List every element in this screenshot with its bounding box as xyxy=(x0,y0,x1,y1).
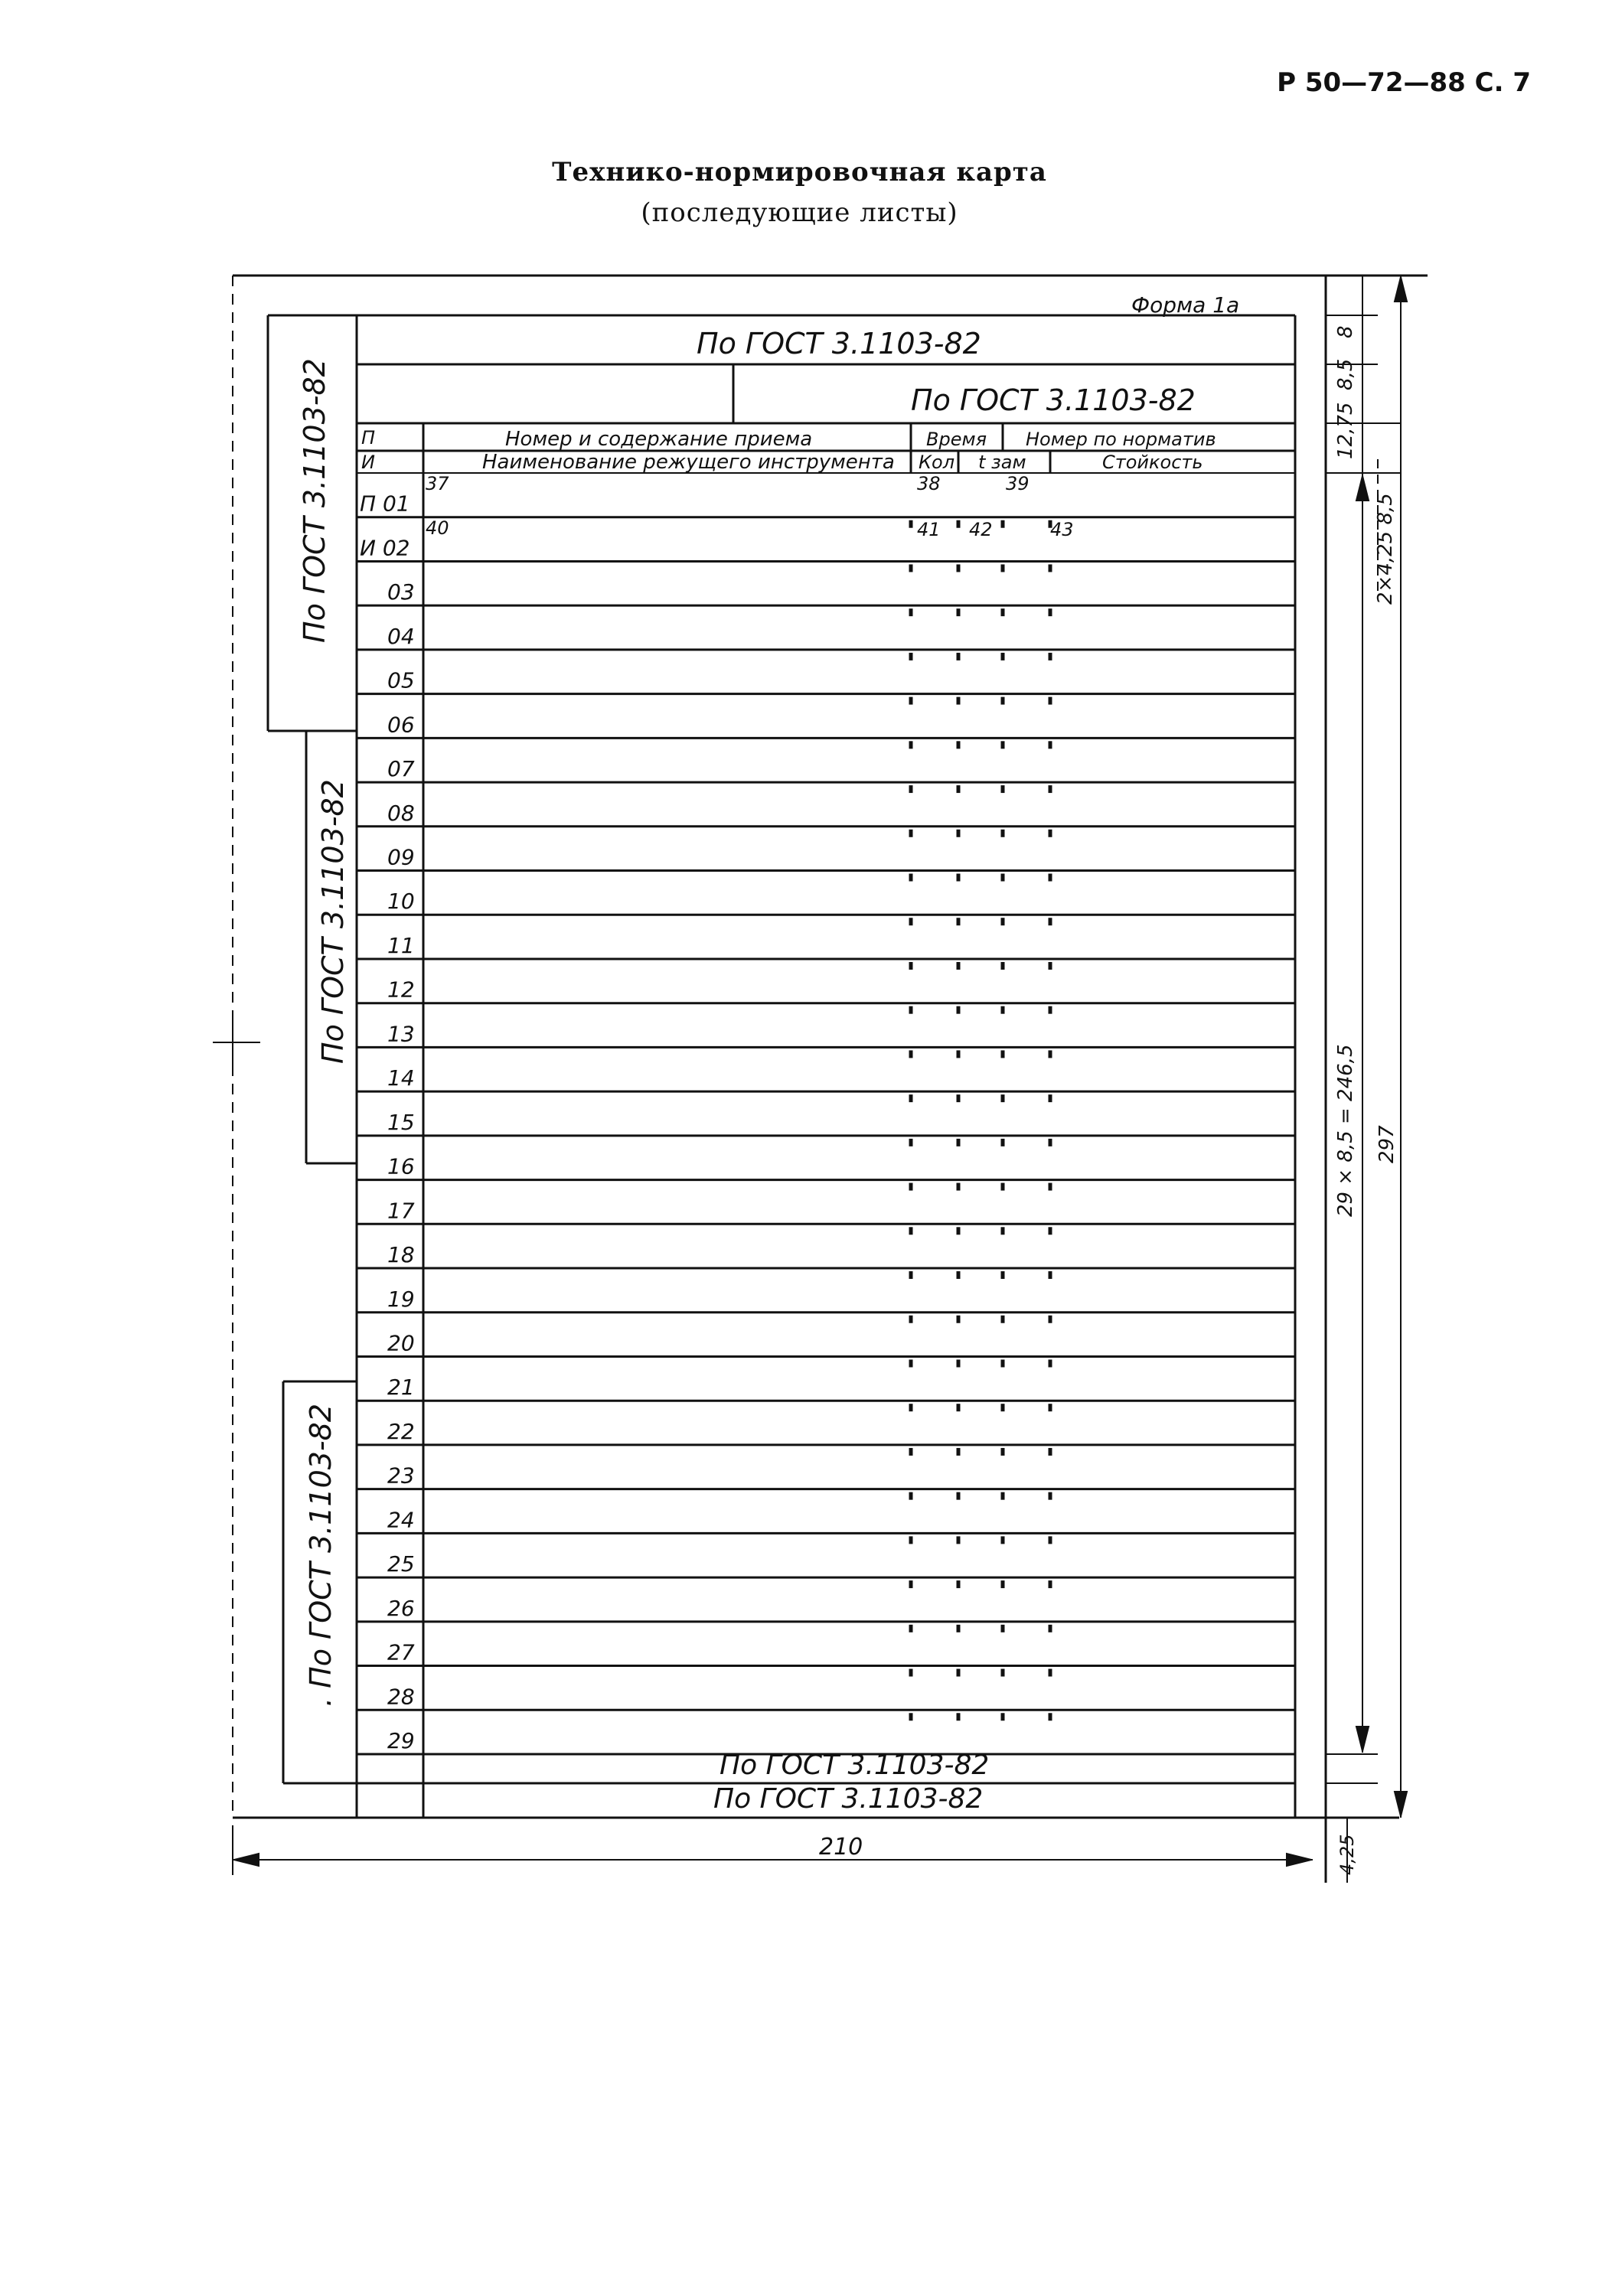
marker-p: П xyxy=(361,427,376,448)
row-label: 17 xyxy=(387,1198,415,1224)
field-number-39: 39 xyxy=(1006,473,1030,494)
header-durability: Стойкость xyxy=(1102,452,1203,473)
gost-ref-bottom-2: По ГОСТ 3.1103-82 xyxy=(713,1783,984,1815)
column-ticks xyxy=(911,520,1050,1721)
dim-total-height: 297 xyxy=(1375,1125,1398,1163)
row-label: 18 xyxy=(387,1242,415,1268)
dim-top-margin: 8 xyxy=(1334,325,1357,338)
gost-ref-second: По ГОСТ 3.1103-82 xyxy=(911,383,1196,417)
header-time: Время xyxy=(926,429,987,450)
row-label: 25 xyxy=(387,1551,415,1577)
body-rows xyxy=(357,517,1295,1754)
document-subtitle: (последующие листы) xyxy=(641,197,958,228)
dim-bottom: 4,25 xyxy=(1336,1834,1358,1875)
row-label: 14 xyxy=(387,1065,415,1091)
header-qty: Кол xyxy=(919,452,955,473)
dim-width: 210 xyxy=(819,1834,863,1861)
row-label: 19 xyxy=(387,1286,415,1312)
row-label: 05 xyxy=(387,667,415,693)
row-label: 23 xyxy=(387,1463,415,1489)
form-label: Форма 1а xyxy=(1131,292,1240,318)
row-label: 26 xyxy=(387,1595,415,1621)
dim-header-rows: 2×4,25 8,5 xyxy=(1374,493,1397,605)
dim-row-b: 12,75 xyxy=(1334,402,1357,459)
row-label: 08 xyxy=(387,800,415,826)
gost-ref-top: По ГОСТ 3.1103-82 xyxy=(697,327,981,360)
header-content-1: Номер и содержание приема xyxy=(505,428,813,451)
field-number-42: 42 xyxy=(969,519,993,540)
side-stamp-bottom: . По ГОСТ 3.1103-82 xyxy=(304,1404,338,1707)
row-label: 07 xyxy=(387,756,415,782)
field-number-37: 37 xyxy=(426,473,449,494)
row-label: 20 xyxy=(387,1330,415,1356)
document-title: Технико-нормировочная карта xyxy=(552,157,1047,188)
row-label: 21 xyxy=(387,1375,415,1401)
row-label: И 02 xyxy=(360,535,410,561)
marker-i: И xyxy=(361,452,375,473)
dim-body: 29 × 8,5 = 246,5 xyxy=(1334,1044,1357,1217)
side-stamp-mid: По ГОСТ 3.1103-82 xyxy=(316,779,350,1064)
row-label: 28 xyxy=(387,1684,415,1710)
field-number-41: 41 xyxy=(917,519,941,540)
gost-ref-bottom-1: По ГОСТ 3.1103-82 xyxy=(720,1750,990,1781)
row-label: 09 xyxy=(387,844,415,870)
row-label: 13 xyxy=(387,1021,415,1047)
row-label: 10 xyxy=(387,889,415,915)
row-label: 03 xyxy=(387,579,415,605)
row-label: 22 xyxy=(387,1418,415,1444)
row-label: 27 xyxy=(387,1639,415,1665)
field-number-40: 40 xyxy=(426,517,449,539)
row-label: 15 xyxy=(387,1109,415,1135)
row-label: 04 xyxy=(387,623,415,649)
dim-row-a: 8,5 xyxy=(1334,358,1357,390)
row-label: 12 xyxy=(387,977,415,1003)
row-label: 11 xyxy=(387,932,415,958)
row-label: 16 xyxy=(387,1153,415,1179)
row-label: 06 xyxy=(387,712,415,738)
page-number: Р 50—72—88 С. 7 xyxy=(1277,67,1531,98)
side-stamp-top: По ГОСТ 3.1103-82 xyxy=(298,358,331,643)
row-labels xyxy=(360,491,415,1753)
header-norm: Номер по норматив xyxy=(1026,429,1216,450)
row-label: П 01 xyxy=(360,491,410,517)
row-label: 29 xyxy=(387,1728,415,1753)
header-content-2: Наименование режущего инструмента xyxy=(482,451,895,474)
field-number-38: 38 xyxy=(917,473,941,494)
field-number-43: 43 xyxy=(1050,519,1074,540)
header-tzam: t зам xyxy=(978,452,1026,473)
row-label: 24 xyxy=(387,1507,415,1533)
